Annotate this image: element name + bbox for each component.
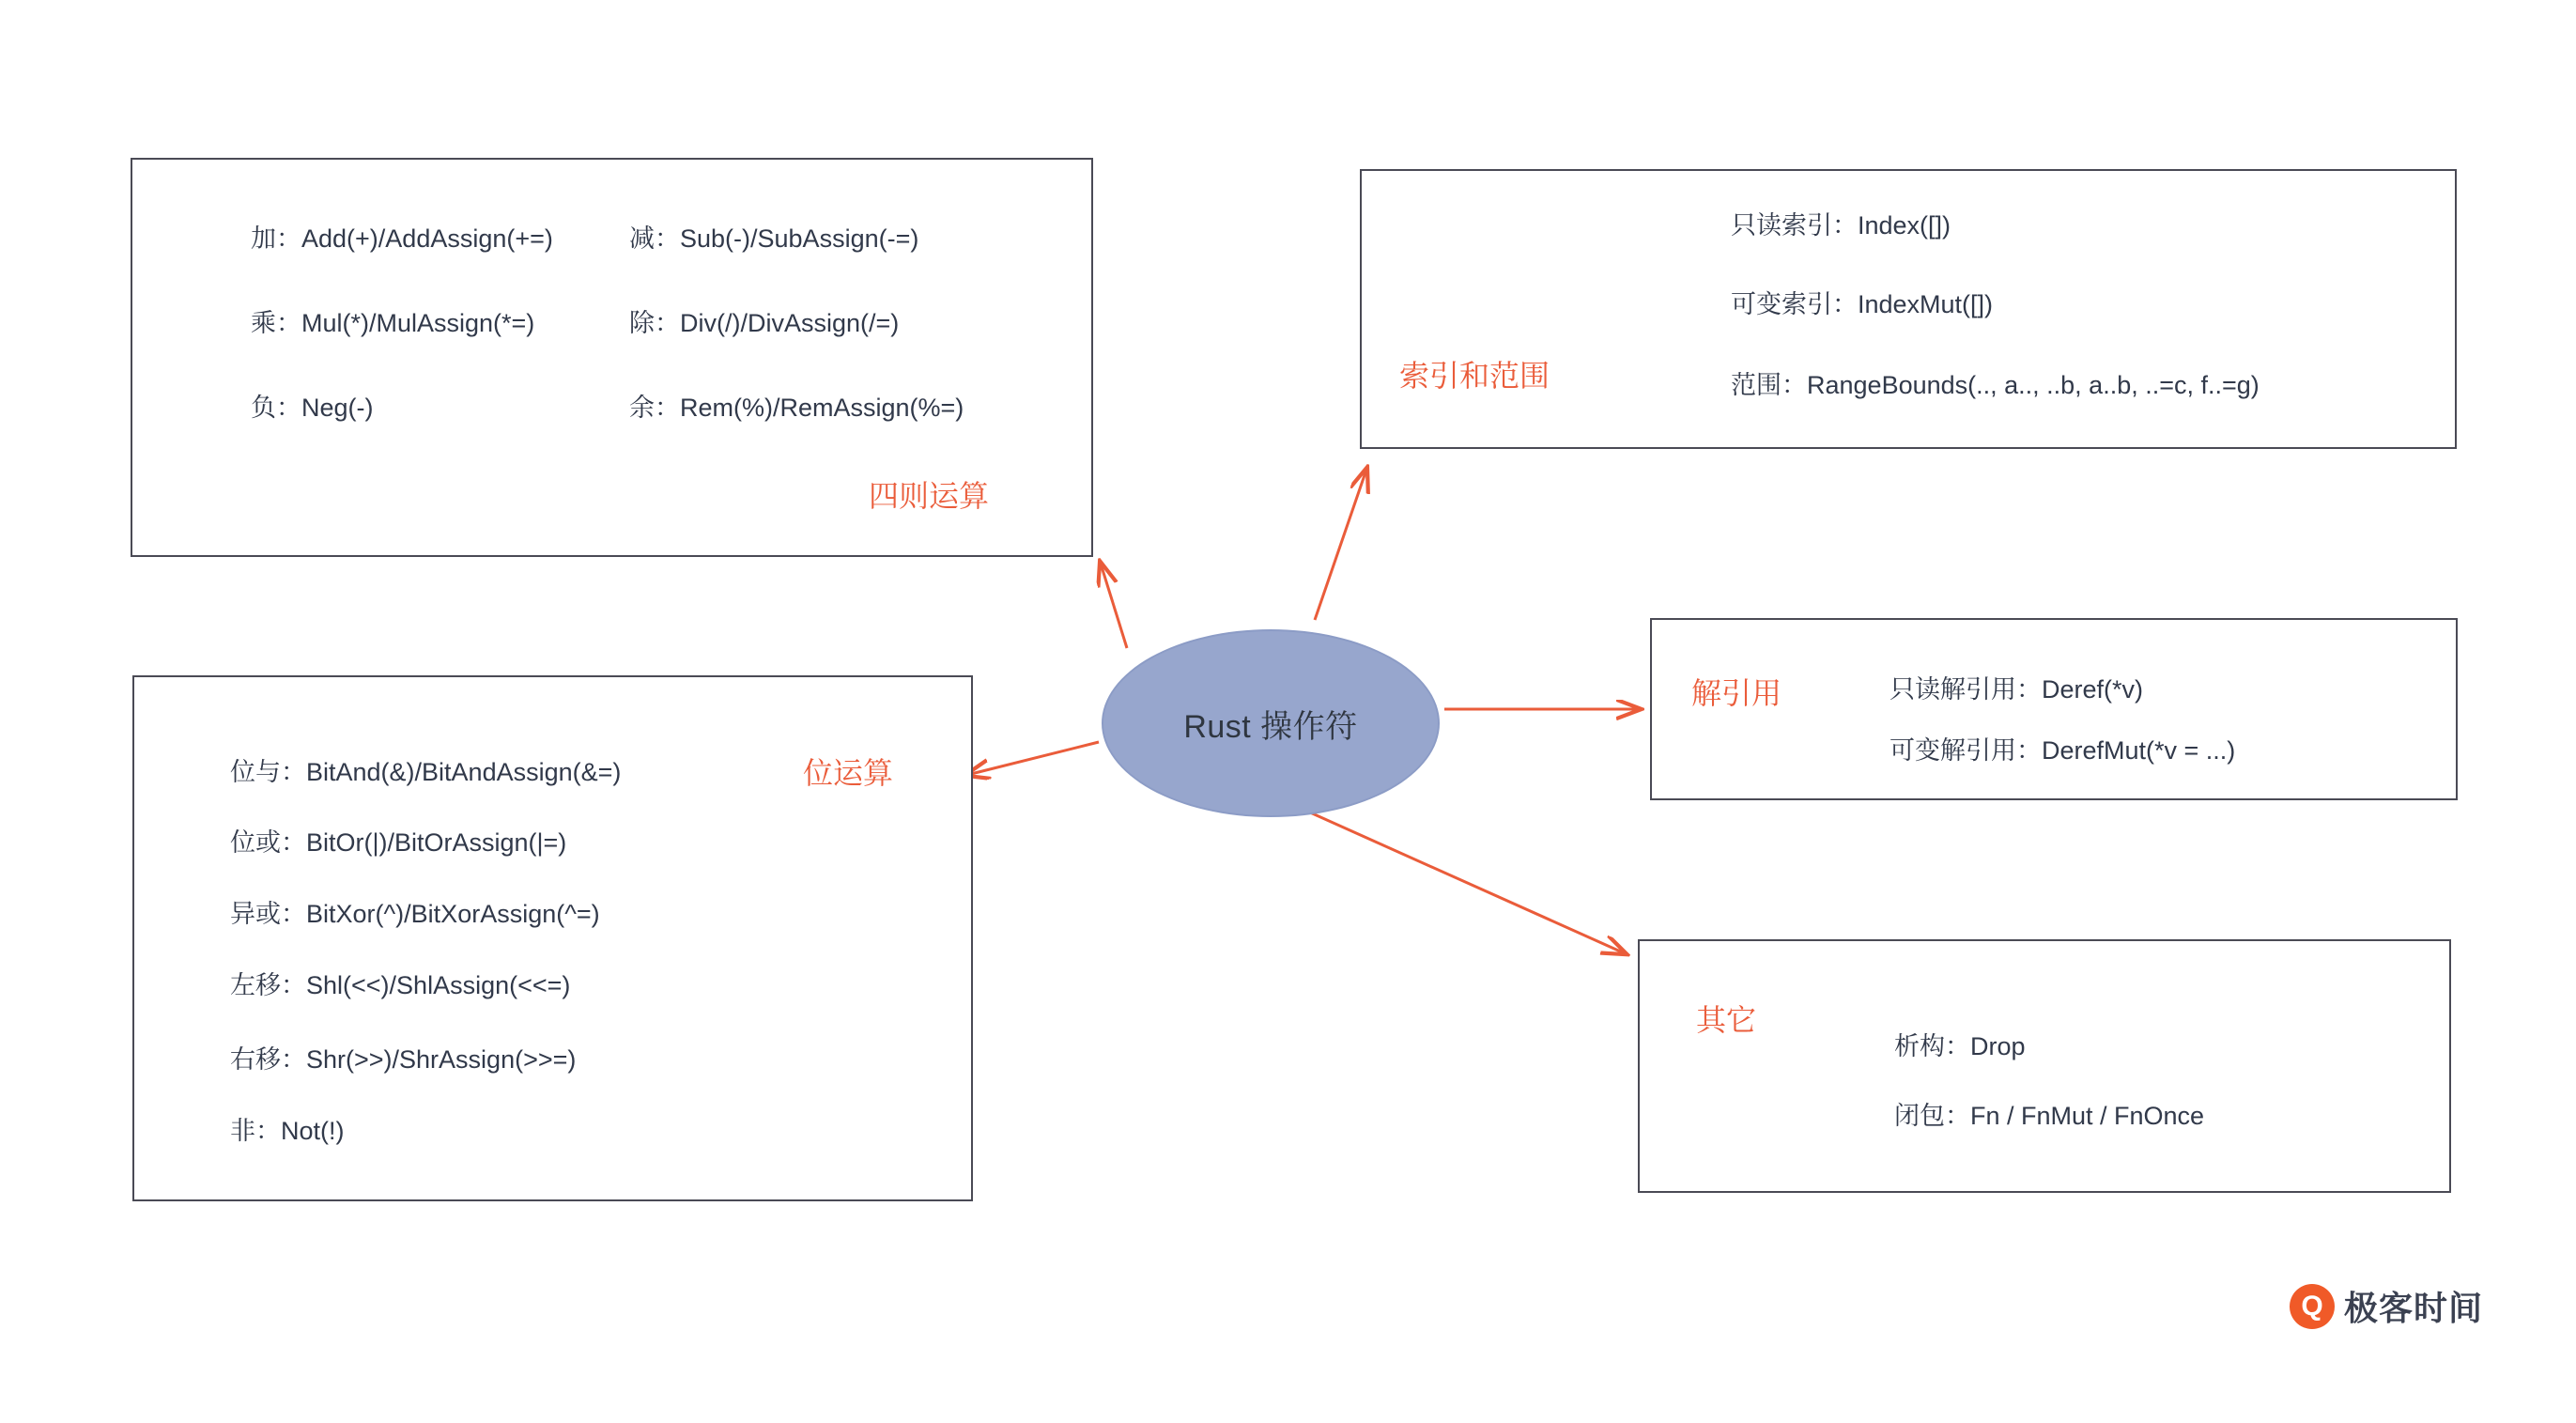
deref-row-deref: 只读解引用：Deref(*v) [1890, 675, 2144, 704]
index-row-indexmut: 可变索引：IndexMut([]) [1731, 290, 1994, 318]
watermark-text: 极客时间 [2344, 1289, 2484, 1327]
other-row-drop: 析构：Drop [1894, 1032, 2026, 1060]
edge-to-other [1310, 812, 1625, 953]
category-label-deref: 解引用 [1691, 676, 1782, 710]
arithmetic-row-neg: 负：Neg(-) [251, 394, 374, 422]
bitwise-row-bitxor: 异或：BitXor(^)/BitXorAssign(^=) [230, 900, 600, 928]
bitwise-row-shl: 左移：Shl(<<)/ShlAssign(<<=) [230, 971, 571, 999]
bitwise-row-bitor: 位或：BitOr(|)/BitOrAssign(|=) [230, 828, 567, 857]
bitwise-row-shr: 右移：Shr(>>)/ShrAssign(>>=) [230, 1045, 577, 1074]
watermark-logo-icon: Q [2290, 1284, 2335, 1329]
other-row-closures: 闭包：Fn / FnMut / FnOnce [1894, 1102, 2205, 1130]
deref-row-derefmut: 可变解引用：DerefMut(*v = ...) [1890, 736, 2236, 765]
edge-to-index [1315, 470, 1366, 620]
index-row-index: 只读索引：Index([]) [1731, 211, 1951, 240]
arithmetic-row-rem: 余：Rem(%)/RemAssign(%=) [629, 394, 964, 422]
group-box-other[interactable] [1638, 939, 2451, 1193]
bitwise-row-bitand: 位与：BitAnd(&)/BitAndAssign(&=) [230, 758, 622, 786]
bitwise-row-not: 非：Not(!) [230, 1117, 345, 1145]
center-node[interactable] [1102, 629, 1440, 817]
arithmetic-row-sub: 减：Sub(-)/SubAssign(-=) [629, 224, 919, 253]
edge-to-arithmetic [1101, 564, 1127, 648]
arithmetic-row-add: 加：Add(+)/AddAssign(+=) [251, 224, 553, 253]
arithmetic-row-mul: 乘：Mul(*)/MulAssign(*=) [251, 309, 535, 337]
category-label-other: 其它 [1696, 1003, 1757, 1037]
category-label-arithmetic: 四则运算 [869, 479, 990, 513]
category-label-bitwise: 位运算 [803, 756, 894, 790]
index-row-rangebounds: 范围：RangeBounds(.., a.., ..b, a..b, ..=c, f..=g) [1731, 371, 2260, 399]
watermark [2290, 1282, 2483, 1330]
edge-to-bitwise [967, 742, 1099, 775]
arithmetic-row-div: 除：Div(/)/DivAssign(/=) [629, 309, 900, 337]
center-node-label: Rust 操作符 [1183, 708, 1358, 745]
category-label-index-range: 索引和范围 [1399, 359, 1550, 393]
